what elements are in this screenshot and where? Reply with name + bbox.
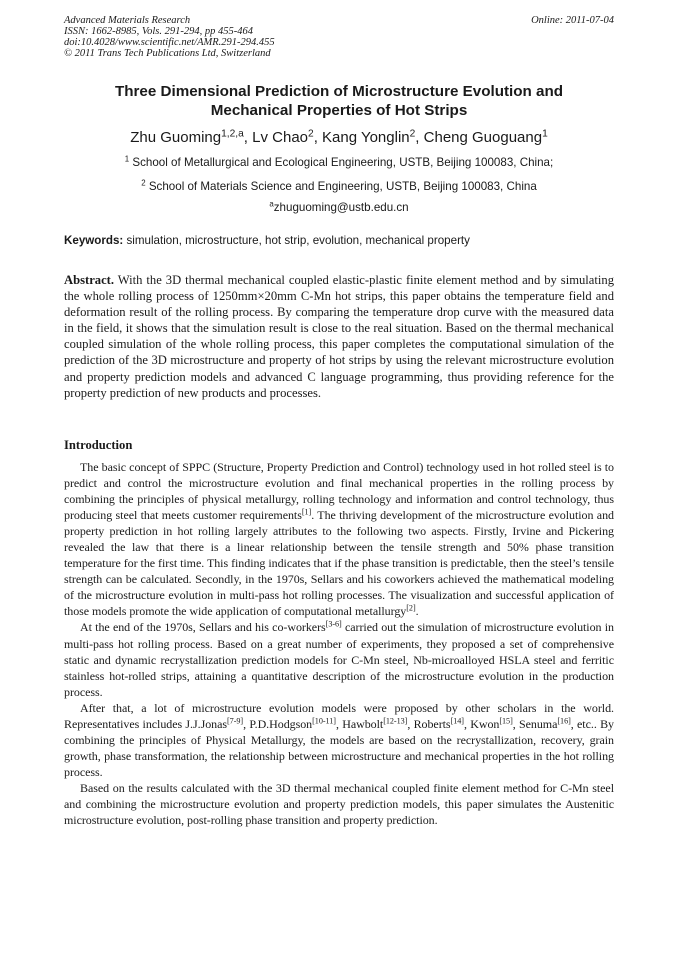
affiliation-text: School of Metallurgical and Ecological Engineering, USTB, Beijing 100083, China; <box>129 156 554 169</box>
title-line-2: Mechanical Properties of Hot Strips <box>210 102 468 119</box>
author-name: Lv Chao <box>252 129 309 146</box>
author-separator: , <box>415 129 424 146</box>
citation[interactable]: [3-6] <box>325 619 342 629</box>
issn-line: ISSN: 1662-8985, Vols. 291-294, pp 455-464 <box>64 26 253 37</box>
journal-header <box>64 15 275 59</box>
citation[interactable]: [7-9] <box>227 716 244 726</box>
introduction-body <box>64 459 614 828</box>
author <box>130 129 252 146</box>
author <box>252 129 322 146</box>
text-run: , Kwon <box>463 716 500 731</box>
text-run: carried out the simulation of microstructure evolution in multi-pass hot rolling process. Based on a great number of experiments, they proposed a set of comprehensive static and dynamic recrystallization prediction models for C-Mn steel, Nb-microalloyed HSLA steel and ferritic stainless hot-rolled strips, attaining a quantitative description of the microstructure evolution in the production process. <box>64 620 615 699</box>
text-run: Based on the results calculated with the 3D thermal mechanical coupled finite element method for C-Mn steel and combining the microstructure evolution and property prediction models, this paper simulates the Austenitic microstructure evolution, post-rolling phase transition and property prediction. <box>64 780 614 828</box>
affiliation-mark: 2 <box>141 178 146 188</box>
abstract <box>64 272 614 401</box>
citation[interactable]: [2] <box>406 603 416 613</box>
text-run: , Roberts <box>407 716 451 731</box>
doi-line[interactable]: doi:10.4028/www.scientific.net/AMR.291-294.455 <box>64 37 275 48</box>
email-text[interactable]: zhuguoming@ustb.edu.cn <box>273 201 409 214</box>
text-run: , Hawbolt <box>335 716 384 731</box>
author-separator: , <box>243 129 253 146</box>
author-separator: , <box>313 129 323 146</box>
text-run: , P.D.Hodgson <box>243 716 313 731</box>
keywords-label: Keywords: <box>64 234 124 247</box>
citation[interactable]: [15] <box>499 716 513 726</box>
email-mark: a <box>269 199 274 209</box>
keywords-text: simulation, microstructure, hot strip, evolution, mechanical property <box>123 234 470 247</box>
section-heading-introduction: Introduction <box>64 438 133 452</box>
citation[interactable]: [1] <box>301 507 312 517</box>
author-affiliation-mark: 2 <box>308 128 314 140</box>
copyright-line: © 2011 Trans Tech Publications Ltd, Switzerland <box>64 48 271 59</box>
paper-title <box>64 82 614 120</box>
text-run: The basic concept of SPPC (Structure, Property Prediction and Control) technology used in hot rolled steel is to predict and control the microstructure evolution and final mechanical properties in the rolling process by combining the principles of physical metallurgy, rolling technology and information and control technology, thus producing steel that meets customer requirements <box>64 460 614 523</box>
paragraph <box>64 619 614 699</box>
author-affiliation-mark: 1 <box>542 128 548 140</box>
citation[interactable]: [14] <box>450 716 464 726</box>
text-run: At the end of the 1970s, Sellars and his co-workers <box>80 620 326 635</box>
citation[interactable]: [16] <box>557 716 571 726</box>
author-name: Kang Yonglin <box>322 129 410 146</box>
text-run: . <box>415 604 419 619</box>
text-run: , Senuma <box>512 716 558 731</box>
author <box>424 129 548 146</box>
author-name: Cheng Guoguang <box>423 129 543 146</box>
paragraph <box>64 780 614 828</box>
author-name: Zhu Guoming <box>130 129 222 146</box>
title-line-1: Three Dimensional Prediction of Microstructure Evolution and <box>114 83 564 100</box>
author-list <box>64 129 614 147</box>
text-run: . The thriving development of the microstructure evolution and property prediction in hot rolling largely attributes to the following two aspects. Firstly, Irvine and Pickering revealed the law that there is a linear relationship between the tensile strength and 50% phase transition temperature for the first time. This finding indicates that if the phase transition is predictable, then the steel’s tensile strength can be calculated. Secondly, in the 1970s, Sellars and his coworkers achieved the mathematical modeling of the microstructure evolution in multi-pass hot rolling processes. The visualization and successful application of those models promote the wide application of computational metallurgy <box>64 508 614 619</box>
affiliation-2 <box>64 180 614 194</box>
affiliation-text: School of Materials Science and Engineering, USTB, Beijing 100083, China <box>145 180 537 193</box>
abstract-text: With the 3D thermal mechanical coupled elastic-plastic finite element method and by simulating the whole rolling process of 1250mm×20mm C-Mn hot strips, this paper obtains the temperature field and deformation result of the rolling process. By comparing the temperature drop curve with the measured data in the field, it shows that the simulation result is close to the real situation. Based on the thermal mechanical coupled simulation of the whole rolling process, this paper completes the computational simulation of the prediction of the 3D microstructure and property of hot strips by using the relevant microstructure evolution and property prediction models and advanced C language programming, thus providing reference for the property prediction of new products and processes. <box>64 273 614 400</box>
author-affiliation-mark: 1,2,a <box>221 128 244 140</box>
online-date: Online: 2011-07-04 <box>531 15 614 26</box>
citation[interactable]: [10-11] <box>312 716 336 726</box>
text-run: , etc.. By combining the principles of Physical Metallurgy, the models are based on the recrystallization, recovery, grain growth, phase transformation, the relationship between microstructure and mechanical properties in the hot rolling process. <box>64 716 614 779</box>
author-affiliation-mark: 2 <box>409 128 416 140</box>
paragraph <box>64 459 614 619</box>
affiliation-mark: 1 <box>124 154 130 164</box>
abstract-label: Abstract. <box>64 273 115 287</box>
author <box>322 129 424 146</box>
affiliation-1 <box>64 156 614 170</box>
journal-name: Advanced Materials Research <box>64 15 191 26</box>
text-run: After that, a lot of microstructure evolution models were proposed by other scholars in the world. Representatives includes J.J.Jonas <box>64 700 614 731</box>
citation[interactable]: [12-13] <box>383 716 408 726</box>
keywords <box>64 234 614 248</box>
author-email <box>64 201 614 215</box>
paragraph <box>64 700 614 780</box>
